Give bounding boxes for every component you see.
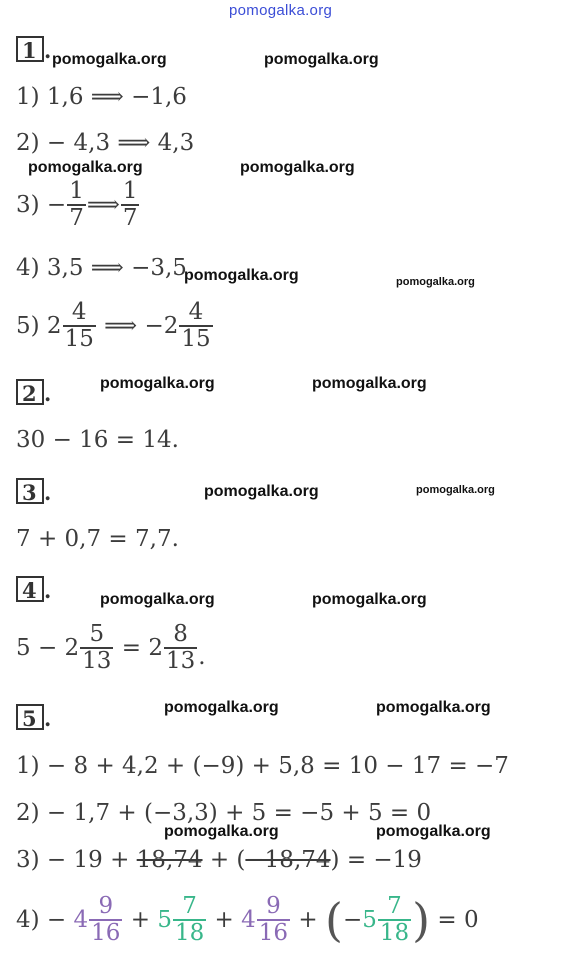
numerator: 8 bbox=[173, 621, 188, 647]
watermark: pomogalka.org bbox=[312, 375, 427, 392]
whole-part: 4 bbox=[73, 906, 89, 933]
row-middle: ⟹ −2 bbox=[96, 312, 179, 339]
watermark-small: pomogalka.org bbox=[416, 484, 495, 496]
task-4-number: 4 bbox=[16, 576, 44, 602]
task-3-dot: . bbox=[44, 480, 52, 505]
watermark: pomogalka.org bbox=[28, 159, 143, 176]
watermark: pomogalka.org bbox=[100, 375, 215, 392]
task-3-expression: 7 + 0,7 = 7,7. bbox=[16, 526, 179, 552]
fraction bbox=[89, 894, 122, 946]
expr-prefix: 5 − 2 bbox=[16, 634, 80, 661]
fraction bbox=[173, 894, 206, 946]
row-prefix: 3) − bbox=[16, 191, 67, 218]
task-4-expression bbox=[16, 622, 206, 674]
numerator: 9 bbox=[98, 893, 114, 919]
numerator: 5 bbox=[89, 621, 105, 647]
task-1-row-1: 1) 1,6 ⟹ −1,6 bbox=[16, 84, 187, 110]
row-part: = 0 bbox=[430, 906, 479, 933]
numerator: 1 bbox=[122, 178, 138, 204]
denominator: 7 bbox=[69, 204, 84, 231]
row-prefix: 5) 2 bbox=[16, 312, 62, 339]
task-1-row-3 bbox=[16, 179, 140, 231]
row-part: ) = −19 bbox=[330, 847, 422, 873]
task-2-dot: . bbox=[44, 381, 52, 406]
denominator: 18 bbox=[379, 919, 410, 946]
task-1-row-4: 4) 3,5 ⟹ −3,5 bbox=[16, 255, 187, 281]
denominator: 7 bbox=[122, 204, 138, 231]
expr-end: . bbox=[198, 643, 206, 670]
task-5-row-3 bbox=[16, 847, 422, 873]
arrow: ⟹ bbox=[86, 191, 120, 218]
watermark: pomogalka.org bbox=[240, 159, 355, 176]
struck-term: 18,74 bbox=[136, 847, 203, 873]
task-4-dot: . bbox=[44, 578, 52, 603]
watermark: pomogalka.org bbox=[164, 823, 279, 840]
denominator: 16 bbox=[258, 919, 289, 946]
whole-part: 5 bbox=[157, 906, 172, 933]
task-5-number: 5 bbox=[16, 704, 44, 730]
whole-part: 4 bbox=[241, 906, 256, 933]
fraction bbox=[121, 179, 140, 231]
watermark: pomogalka.org bbox=[376, 823, 491, 840]
numerator: 7 bbox=[182, 893, 197, 919]
row-part: + bbox=[123, 906, 158, 933]
watermark: pomogalka.org bbox=[204, 483, 319, 500]
fraction bbox=[80, 622, 113, 674]
fraction bbox=[67, 179, 86, 231]
task-5-row-4 bbox=[16, 894, 479, 946]
task-1-number: 1 bbox=[16, 36, 44, 62]
whole-part: 5 bbox=[362, 906, 377, 933]
row-part: − bbox=[342, 906, 363, 933]
task-5-row-2: 2) − 1,7 + (−3,3) + 5 = −5 + 5 = 0 bbox=[16, 800, 432, 826]
fraction bbox=[257, 894, 290, 946]
fraction bbox=[179, 300, 212, 352]
numerator: 7 bbox=[387, 893, 402, 919]
fraction bbox=[63, 300, 96, 352]
watermark: pomogalka.org bbox=[164, 699, 279, 716]
denominator: 15 bbox=[181, 325, 211, 352]
task-1-dot: . bbox=[44, 38, 52, 63]
task-2-expression: 30 − 16 = 14. bbox=[16, 427, 179, 453]
right-paren: ) bbox=[412, 892, 431, 947]
fraction bbox=[164, 622, 197, 674]
watermark: pomogalka.org bbox=[312, 591, 427, 608]
watermark: pomogalka.org bbox=[100, 591, 215, 608]
numerator: 4 bbox=[71, 299, 87, 325]
watermark: pomogalka.org bbox=[376, 699, 491, 716]
task-2-number: 2 bbox=[16, 379, 44, 405]
numerator: 1 bbox=[69, 178, 84, 204]
row-part: 3) − 19 + bbox=[16, 847, 137, 873]
row-part: + ( bbox=[202, 847, 246, 873]
numerator: 4 bbox=[188, 299, 204, 325]
expr-middle: = 2 bbox=[114, 634, 163, 661]
numerator: 9 bbox=[266, 893, 281, 919]
watermark: pomogalka.org bbox=[184, 267, 299, 284]
struck-term: −18,74 bbox=[245, 847, 331, 873]
task-1-row-2: 2) − 4,3 ⟹ 4,3 bbox=[16, 130, 195, 156]
denominator: 18 bbox=[174, 919, 205, 946]
denominator: 13 bbox=[82, 647, 112, 674]
left-paren: ( bbox=[324, 892, 343, 947]
watermark: pomogalka.org bbox=[52, 51, 167, 68]
fraction bbox=[378, 894, 411, 946]
task-5-row-1: 1) − 8 + 4,2 + (−9) + 5,8 = 10 − 17 = −7 bbox=[16, 753, 509, 779]
watermark: pomogalka.org bbox=[264, 51, 379, 68]
row-part: + bbox=[207, 906, 242, 933]
denominator: 15 bbox=[64, 325, 94, 352]
task-3-number: 3 bbox=[16, 478, 44, 504]
task-1-row-5 bbox=[16, 300, 214, 352]
watermark-top: pomogalka.org bbox=[229, 2, 333, 19]
denominator: 16 bbox=[91, 919, 121, 946]
denominator: 13 bbox=[165, 647, 196, 674]
row-part: 4) − bbox=[16, 906, 74, 933]
watermark-small: pomogalka.org bbox=[396, 276, 475, 288]
row-part: + bbox=[291, 906, 325, 933]
task-5-dot: . bbox=[44, 706, 52, 731]
